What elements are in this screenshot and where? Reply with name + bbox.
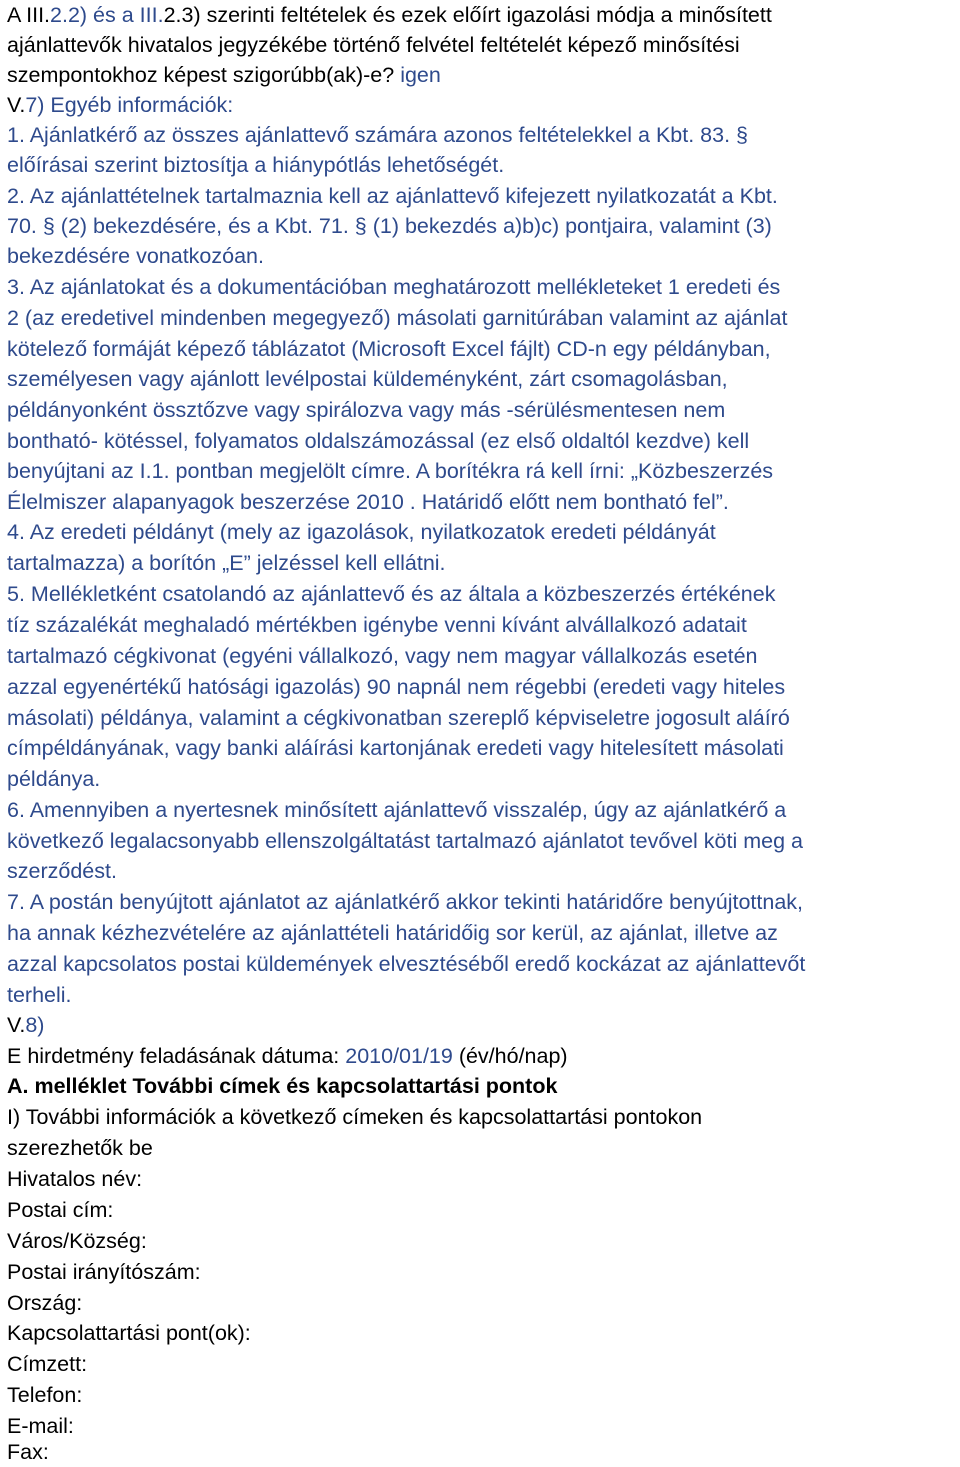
text-line: 3. Az ajánlatokat és a dokumentációban meghatározott mellékleteket 1 eredeti és bbox=[7, 275, 781, 299]
text-line: 4. Az eredeti példányt (mely az igazolások, nyilatkozatok eredeti példányát bbox=[7, 520, 716, 544]
dispatch-date-line bbox=[7, 1041, 568, 1071]
text-line: Élelmiszer alapanyagok beszerzése 2010 . Határidő előtt nem bontható fel”. bbox=[7, 490, 729, 514]
text-line: bekezdésére vonatkozóan. bbox=[7, 244, 264, 268]
annex-heading: A. melléklet További címek és kapcsolattartási pontok bbox=[7, 1074, 558, 1098]
text-line bbox=[7, 0, 772, 30]
text-line: kötelező formáját képező táblázatot (Microsoft Excel fájlt) CD-n egy példányban, bbox=[7, 337, 771, 361]
field-label-postal-code: Postai irányítószám: bbox=[7, 1260, 201, 1284]
text-line: 2 (az eredetivel mindenben megegyező) másolati garnitúrában valamint az ajánlat bbox=[7, 306, 788, 330]
field-label-official-name: Hivatalos név: bbox=[7, 1167, 143, 1191]
text-line: azzal egyenértékű hatósági igazolás) 90 napnál nem régebbi (eredeti vagy hiteles bbox=[7, 675, 786, 699]
text-line: I) További információk a következő címeken és kapcsolattartási pontokon bbox=[7, 1105, 703, 1129]
text-run: 8) bbox=[25, 1013, 45, 1037]
text-line: bontható- kötéssel, folyamatos oldalszámozással (ez első oldaltól kezdve) kell bbox=[7, 429, 750, 453]
text-line bbox=[7, 60, 441, 90]
field-label-fax: Fax: bbox=[7, 1440, 49, 1464]
text-line: példányonként össztőzve vagy spirálozva vagy más -sérülésmentesen nem bbox=[7, 398, 726, 422]
text-line: címpéldányának, vagy banki aláírási kartonjának eredeti vagy hitelesített másolati bbox=[7, 736, 784, 760]
field-label-email: E-mail: bbox=[7, 1414, 74, 1438]
text-run: A III. bbox=[7, 3, 51, 27]
text-line: 70. § (2) bekezdésére, és a Kbt. 71. § (1) bekezdés a)b)c) pontjaira, valamint (3) bbox=[7, 214, 772, 238]
text-line: személyesen vagy ajánlott levélpostai küldeményként, zárt csomagolásban, bbox=[7, 367, 728, 391]
text-run: 7) Egyéb információk: bbox=[25, 93, 234, 117]
dispatch-date-format: (év/hó/nap) bbox=[452, 1044, 568, 1068]
text-line: ha annak kézhezvételére az ajánlattételi határidőig sor kerül, az ajánlat, illetve az bbox=[7, 921, 778, 945]
text-line: 7. A postán benyújtott ajánlatot az ajánlatkérő akkor tekinti határidőre benyújtottnak, bbox=[7, 890, 804, 914]
text-line: szerezhetők be bbox=[7, 1136, 153, 1160]
text-line: 2. Az ajánlattételnek tartalmaznia kell az ajánlattevő kifejezett nyilatkozatát a Kbt. bbox=[7, 184, 778, 208]
dispatch-date-value: 2010/01/19 bbox=[345, 1044, 453, 1068]
text-line: 6. Amennyiben a nyertesnek minősített ajánlattevő visszalép, úgy az ajánlatkérő a bbox=[7, 798, 787, 822]
text-line: 5. Mellékletként csatolandó az ajánlattevő és az általa a közbeszerzés értékének bbox=[7, 582, 776, 606]
section-heading bbox=[7, 1010, 44, 1040]
text-line: példánya. bbox=[7, 767, 101, 791]
text-run: V. bbox=[7, 1013, 26, 1037]
text-line: 1. Ajánlatkérő az összes ajánlattevő számára azonos feltételekkel a Kbt. 83. § bbox=[7, 123, 748, 147]
answer-value: igen bbox=[400, 63, 441, 87]
text-run: 2.3) szerinti feltételek és ezek előírt igazolási módja a minősített bbox=[163, 3, 772, 27]
field-label-attention: Címzett: bbox=[7, 1352, 88, 1376]
text-line: azzal kapcsolatos postai küldemények elvesztéséből eredő kockázat az ajánlattevőt bbox=[7, 952, 806, 976]
text-line: tartalmazza) a borítón „E” jelzéssel kell ellátni. bbox=[7, 551, 446, 575]
field-label-telephone: Telefon: bbox=[7, 1383, 83, 1407]
text-line: előírásai szerint biztosítja a hiánypótlás lehetőségét. bbox=[7, 153, 505, 177]
dispatch-date-label: E hirdetmény feladásának dátuma: bbox=[7, 1044, 346, 1068]
text-line: tíz százalékát meghaladó mértékben igénybe venni kívánt alvállalkozó adatait bbox=[7, 613, 747, 637]
field-label-contact-points: Kapcsolattartási pont(ok): bbox=[7, 1321, 251, 1345]
field-label-country: Ország: bbox=[7, 1291, 83, 1315]
text-line: következő legalacsonyabb ellenszolgáltatást tartalmazó ajánlatot tevővel köti meg a bbox=[7, 829, 803, 853]
text-line: másolati) példánya, valamint a cégkivonatban szereplő képviseletre jogosult aláíró bbox=[7, 706, 790, 730]
text-line: szerződést. bbox=[7, 859, 117, 883]
text-line: benyújtani az I.1. pontban megjelölt címre. A borítékra rá kell írni: „Közbeszerzés bbox=[7, 459, 774, 483]
text-run: szempontokhoz képest szigorúbb(ak)-e? bbox=[7, 63, 401, 87]
text-line: ajánlattevők hivatalos jegyzékébe történő felvétel feltételét képező minősítési bbox=[7, 33, 740, 57]
text-line: tartalmazó cégkivonat (egyéni vállalkozó, vagy nem magyar vállalkozás esetén bbox=[7, 644, 758, 668]
text-run: 2.2) és a III. bbox=[50, 3, 164, 27]
field-label-town: Város/Község: bbox=[7, 1229, 147, 1253]
field-label-postal-address: Postai cím: bbox=[7, 1198, 114, 1222]
text-line: terheli. bbox=[7, 983, 72, 1007]
text-run: V. bbox=[7, 93, 26, 117]
section-heading bbox=[7, 90, 233, 120]
